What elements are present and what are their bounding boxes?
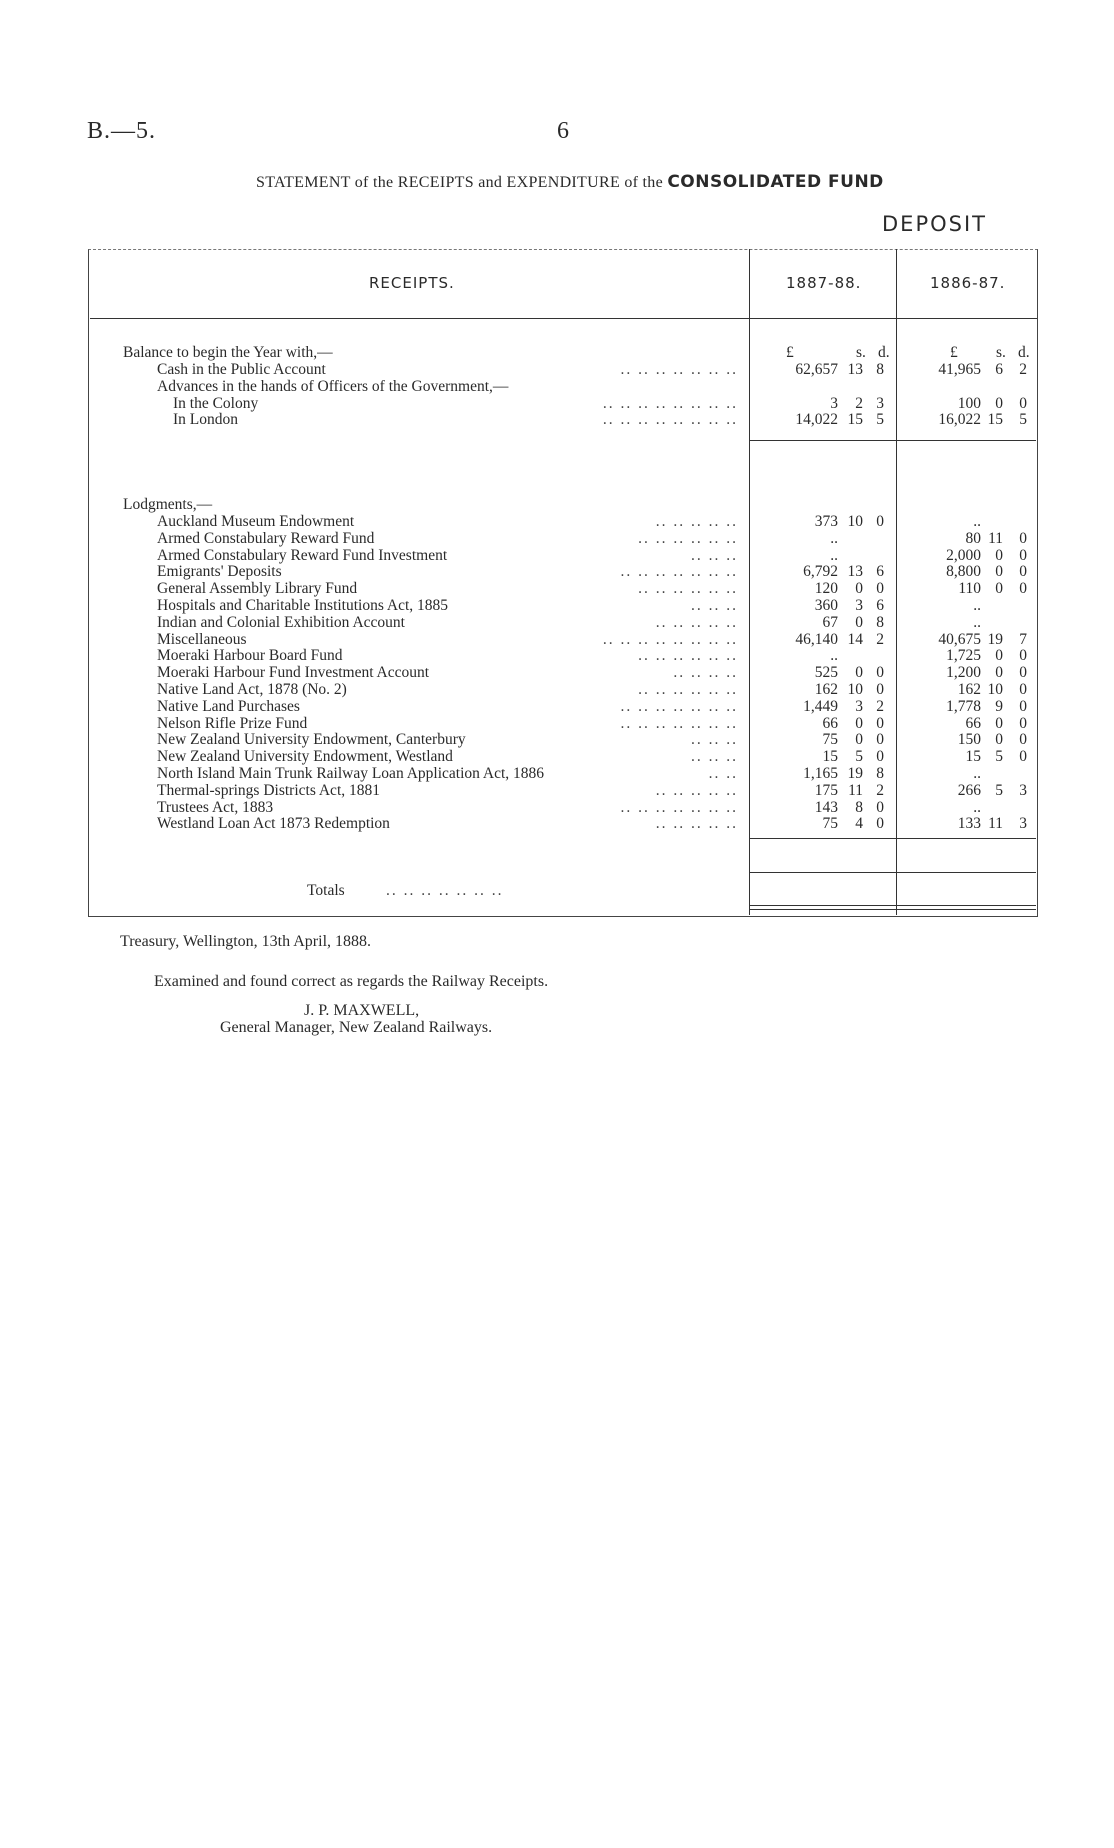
examined-note: Examined and found correct as regards the Railway Receipts. xyxy=(154,973,549,990)
cell-pounds-1886: .. xyxy=(973,513,981,530)
signatory-name: J. P. MAXWELL, xyxy=(304,1002,420,1019)
cell-pence-1887: 0 xyxy=(876,513,884,530)
cell-pounds-1887: 525 xyxy=(814,664,838,682)
cell-pence-1887: 2 xyxy=(876,630,884,648)
totals-double-rule-1 xyxy=(750,905,1036,906)
table-row xyxy=(0,799,1114,816)
table-row xyxy=(0,597,1114,614)
leader-dots: .. .. .. .. .. .. xyxy=(638,681,738,698)
cell-pounds-1886: .. xyxy=(973,765,981,782)
table-row xyxy=(0,731,1114,748)
cell-pence-1886: 0 xyxy=(1019,748,1027,766)
leader-dots: .. .. .. .. .. xyxy=(655,815,738,833)
lodgments-subtotal-rule xyxy=(750,838,1036,839)
cell-pounds-1887: 3 xyxy=(830,395,838,412)
cell-pence-1886: 5 xyxy=(1019,411,1027,428)
cell-shillings-1887: 4 xyxy=(855,815,863,833)
cell-shillings-1887: 10 xyxy=(847,513,863,530)
row-label: Thermal-springs Districts Act, 1881 xyxy=(157,781,380,799)
row-label: Miscellaneous xyxy=(157,630,247,648)
cell-pence-1887: 2 xyxy=(876,697,884,715)
shillings-unit: s. xyxy=(856,344,866,361)
cell-shillings-1887: 8 xyxy=(855,798,863,816)
receipts-column-header: RECEIPTS. xyxy=(369,274,455,292)
pence-unit: d. xyxy=(1018,344,1030,361)
statement-title xyxy=(256,172,884,192)
cell-pounds-1886: 150 xyxy=(957,731,981,749)
row-label: General Assembly Library Fund xyxy=(157,580,358,598)
cell-pounds-1887: 15 xyxy=(822,748,838,766)
leader-dots: .. .. .. xyxy=(691,731,738,749)
cell-pence-1886: 0 xyxy=(1019,697,1027,715)
row-label: Native Land Purchases xyxy=(157,697,300,715)
cell-shillings-1886: 5 xyxy=(995,781,1003,799)
cell-pence-1887: 0 xyxy=(876,664,884,682)
cell-pounds-1887: 67 xyxy=(822,613,838,631)
cell-pence-1887: 0 xyxy=(876,681,884,698)
cell-pounds-1886: 40,675 xyxy=(938,630,981,648)
table-row xyxy=(0,411,1114,428)
leader-dots: .. .. .. .. .. .. .. xyxy=(620,798,738,816)
cell-shillings-1886: 5 xyxy=(995,748,1003,766)
leader-dots: .. .. xyxy=(708,765,738,782)
cell-pence-1887: 6 xyxy=(876,563,884,581)
document-reference: B.—5. xyxy=(87,118,157,144)
cell-pence-1886: 0 xyxy=(1019,714,1027,732)
cell-shillings-1887: 5 xyxy=(855,748,863,766)
table-row xyxy=(0,765,1114,782)
cell-pence-1887: 0 xyxy=(876,731,884,749)
cell-pounds-1886: 100 xyxy=(957,395,981,412)
leader-dots: .. .. .. .. .. xyxy=(655,781,738,799)
cell-pounds-1886: 8,800 xyxy=(946,563,981,581)
table-row xyxy=(0,547,1114,564)
cell-shillings-1887: 2 xyxy=(855,395,863,412)
shillings-unit: s. xyxy=(996,344,1006,361)
cell-pounds-1886: 80 xyxy=(965,529,981,547)
table-row xyxy=(0,664,1114,681)
row-label: Armed Constabulary Reward Fund Investment xyxy=(157,546,448,564)
leader-dots: .. .. .. xyxy=(691,748,738,766)
leader-dots: .. .. .. .. .. xyxy=(655,613,738,631)
cell-shillings-1887: 3 xyxy=(855,697,863,715)
year-1886-column-header: 1886-87. xyxy=(930,274,1006,292)
table-row xyxy=(0,614,1114,631)
cell-pence-1887: 8 xyxy=(876,765,884,782)
table-row xyxy=(0,395,1114,412)
cell-pence-1887: 2 xyxy=(876,781,884,799)
page-number: 6 xyxy=(557,118,569,144)
cell-pence-1886: 0 xyxy=(1019,681,1027,698)
table-row xyxy=(0,815,1114,832)
leader-dots: .. .. .. .. .. .. xyxy=(638,580,738,598)
table-row xyxy=(0,580,1114,597)
table-row xyxy=(0,361,1114,378)
leader-dots: .. .. .. .. .. .. .. xyxy=(620,563,738,581)
cell-pounds-1886: 1,725 xyxy=(946,647,981,665)
leader-dots: .. .. .. xyxy=(691,597,738,614)
cell-pounds-1887: 373 xyxy=(814,513,838,530)
row-label: Nelson Rifle Prize Fund xyxy=(157,714,308,732)
totals-leader-dots: .. .. .. .. .. .. .. xyxy=(386,882,504,899)
leader-dots: .. .. .. .. .. .. .. .. xyxy=(602,395,738,412)
cell-shillings-1886: 15 xyxy=(987,411,1003,428)
cell-pence-1886: 3 xyxy=(1019,781,1027,799)
row-label: In the Colony xyxy=(173,395,259,412)
cell-pounds-1887: 14,022 xyxy=(795,411,838,428)
lodgments-heading-label: Lodgments,— xyxy=(123,496,213,513)
cell-pence-1886: 0 xyxy=(1019,647,1027,665)
table-row xyxy=(0,647,1114,664)
cell-pence-1887: 0 xyxy=(876,815,884,833)
leader-dots: .. .. .. xyxy=(691,546,738,564)
pence-unit: d. xyxy=(878,344,890,361)
cell-pence-1887: 8 xyxy=(876,361,884,378)
cell-pounds-1886: 266 xyxy=(957,781,981,799)
totals-label: Totals xyxy=(307,882,345,899)
cell-pence-1886: 0 xyxy=(1019,580,1027,598)
cell-shillings-1886: 0 xyxy=(995,714,1003,732)
cell-pounds-1887: 360 xyxy=(814,597,838,614)
cell-pounds-1887: 62,657 xyxy=(795,361,838,378)
cell-pence-1887: 3 xyxy=(876,395,884,412)
header-rule xyxy=(90,318,1037,319)
cell-shillings-1886: 9 xyxy=(995,697,1003,715)
cell-shillings-1886: 0 xyxy=(995,647,1003,665)
table-row xyxy=(0,563,1114,580)
pounds-unit: £ xyxy=(786,344,794,361)
leader-dots: .. .. .. .. xyxy=(673,664,738,682)
cell-pounds-1887: .. xyxy=(830,529,838,547)
cell-shillings-1886: 0 xyxy=(995,580,1003,598)
cell-shillings-1886: 0 xyxy=(995,546,1003,564)
cell-pounds-1887: 175 xyxy=(814,781,838,799)
table-row xyxy=(0,378,1114,395)
cell-shillings-1886: 11 xyxy=(988,815,1003,833)
table-row xyxy=(0,513,1114,530)
cell-shillings-1886: 0 xyxy=(995,664,1003,682)
row-label: Armed Constabulary Reward Fund xyxy=(157,529,375,547)
cell-pounds-1887: 1,449 xyxy=(803,697,838,715)
row-label: New Zealand University Endowment, Canterbury xyxy=(157,731,466,749)
table-row xyxy=(0,748,1114,765)
cell-shillings-1886: 0 xyxy=(995,395,1003,412)
cell-pence-1887: 8 xyxy=(876,613,884,631)
cell-pounds-1886: 2,000 xyxy=(946,546,981,564)
cell-pounds-1886: 1,778 xyxy=(946,697,981,715)
cell-pounds-1887: .. xyxy=(830,647,838,665)
cell-shillings-1887: 0 xyxy=(855,731,863,749)
row-label: Cash in the Public Account xyxy=(157,361,326,378)
table-row xyxy=(0,715,1114,732)
cell-pence-1887: 6 xyxy=(876,597,884,614)
totals-double-rule-2 xyxy=(750,909,1036,910)
cell-pounds-1887: 75 xyxy=(822,815,838,833)
cell-pounds-1886: 66 xyxy=(965,714,981,732)
cell-pounds-1886: .. xyxy=(973,798,981,816)
leader-dots: .. .. .. .. .. .. .. .. xyxy=(602,411,738,428)
row-label: Trustees Act, 1883 xyxy=(157,798,274,816)
row-label: In London xyxy=(173,411,239,428)
cell-pounds-1886: .. xyxy=(973,597,981,614)
title-prefix: STATEMENT of the RECEIPTS and EXPENDITURE of the xyxy=(256,174,664,191)
cell-pence-1886: 0 xyxy=(1019,664,1027,682)
cell-pence-1886: 0 xyxy=(1019,546,1027,564)
cell-shillings-1886: 0 xyxy=(995,563,1003,581)
cell-shillings-1887: 15 xyxy=(847,411,863,428)
cell-pence-1887: 0 xyxy=(876,580,884,598)
cell-shillings-1887: 0 xyxy=(855,580,863,598)
cell-shillings-1887: 14 xyxy=(847,630,863,648)
row-label: Hospitals and Charitable Institutions Act, 1885 xyxy=(157,597,449,614)
cell-pounds-1887: 46,140 xyxy=(795,630,838,648)
cell-pence-1886: 3 xyxy=(1019,815,1027,833)
row-label: Moeraki Harbour Board Fund xyxy=(157,647,343,665)
leader-dots: .. .. .. .. .. .. .. xyxy=(620,697,738,715)
leader-dots: .. .. .. .. .. .. .. xyxy=(620,361,738,378)
table-row xyxy=(0,631,1114,648)
section-heading: DEPOSIT xyxy=(882,212,987,236)
cell-shillings-1887: 13 xyxy=(847,361,863,378)
leader-dots: .. .. .. .. .. xyxy=(655,513,738,530)
signatory-title: General Manager, New Zealand Railways. xyxy=(220,1019,493,1036)
cell-pounds-1886: 110 xyxy=(958,580,981,598)
cell-pounds-1887: 66 xyxy=(822,714,838,732)
row-label: Indian and Colonial Exhibition Account xyxy=(157,613,405,631)
cell-pence-1886: 0 xyxy=(1019,731,1027,749)
table-row xyxy=(0,782,1114,799)
cell-pounds-1887: 75 xyxy=(822,731,838,749)
title-bold: CONSOLIDATED FUND xyxy=(667,172,884,192)
year-1887-column-header: 1887-88. xyxy=(786,274,862,292)
cell-pence-1887: 0 xyxy=(876,798,884,816)
row-label: Native Land Act, 1878 (No. 2) xyxy=(157,681,347,698)
row-label: Advances in the hands of Officers of the Government,— xyxy=(157,378,509,395)
row-label: Moeraki Harbour Fund Investment Account xyxy=(157,664,430,682)
cell-shillings-1886: 11 xyxy=(988,529,1003,547)
cell-pounds-1886: 133 xyxy=(957,815,981,833)
cell-shillings-1887: 10 xyxy=(847,681,863,698)
cell-shillings-1887: 3 xyxy=(855,597,863,614)
cell-pence-1886: 7 xyxy=(1019,630,1027,648)
leader-dots: .. .. .. .. .. .. .. .. xyxy=(602,630,738,648)
leader-dots: .. .. .. .. .. .. xyxy=(638,647,738,665)
cell-pounds-1886: 1,200 xyxy=(946,664,981,682)
row-label: New Zealand University Endowment, Westland xyxy=(157,748,453,766)
table-row xyxy=(0,530,1114,547)
cell-pounds-1887: 6,792 xyxy=(803,563,838,581)
balance-heading-label: Balance to begin the Year with,— xyxy=(123,344,333,361)
cell-shillings-1887: 13 xyxy=(847,563,863,581)
treasury-date: Treasury, Wellington, 13th April, 1888. xyxy=(120,933,372,950)
cell-pence-1886: 2 xyxy=(1019,361,1027,378)
cell-pounds-1887: 120 xyxy=(814,580,838,598)
leader-dots: .. .. .. .. .. .. xyxy=(638,529,738,547)
cell-pounds-1886: 41,965 xyxy=(938,361,981,378)
cell-shillings-1887: 0 xyxy=(855,714,863,732)
row-label: Westland Loan Act 1873 Redemption xyxy=(157,815,390,833)
table-row xyxy=(0,698,1114,715)
cell-shillings-1887: 0 xyxy=(855,613,863,631)
row-label: North Island Main Trunk Railway Loan Application Act, 1886 xyxy=(157,765,545,782)
cell-shillings-1887: 0 xyxy=(855,664,863,682)
cell-shillings-1886: 6 xyxy=(995,361,1003,378)
cell-pounds-1887: 162 xyxy=(814,681,838,698)
cell-pounds-1886: .. xyxy=(973,613,981,631)
cell-pence-1887: 0 xyxy=(876,748,884,766)
cell-pounds-1887: 1,165 xyxy=(803,765,838,782)
cell-shillings-1887: 11 xyxy=(848,781,863,799)
cell-shillings-1886: 10 xyxy=(987,681,1003,698)
cell-pence-1886: 0 xyxy=(1019,395,1027,412)
cell-pence-1886: 0 xyxy=(1019,529,1027,547)
cell-pence-1887: 0 xyxy=(876,714,884,732)
cell-pounds-1887: 143 xyxy=(814,798,838,816)
cell-pounds-1887: .. xyxy=(830,546,838,564)
cell-pounds-1886: 16,022 xyxy=(938,411,981,428)
row-label: Emigrants' Deposits xyxy=(157,563,282,581)
pounds-unit: £ xyxy=(950,344,958,361)
cell-pence-1887: 5 xyxy=(876,411,884,428)
table-row xyxy=(0,681,1114,698)
cell-shillings-1886: 19 xyxy=(987,630,1003,648)
totals-rule xyxy=(750,872,1036,873)
cell-pence-1886: 0 xyxy=(1019,563,1027,581)
cell-pounds-1886: 15 xyxy=(965,748,981,766)
balance-subtotal-rule xyxy=(750,440,1036,441)
row-label: Auckland Museum Endowment xyxy=(157,513,355,530)
leader-dots: .. .. .. .. .. .. .. xyxy=(620,714,738,732)
cell-shillings-1886: 0 xyxy=(995,731,1003,749)
cell-pounds-1886: 162 xyxy=(957,681,981,698)
cell-shillings-1887: 19 xyxy=(847,765,863,782)
